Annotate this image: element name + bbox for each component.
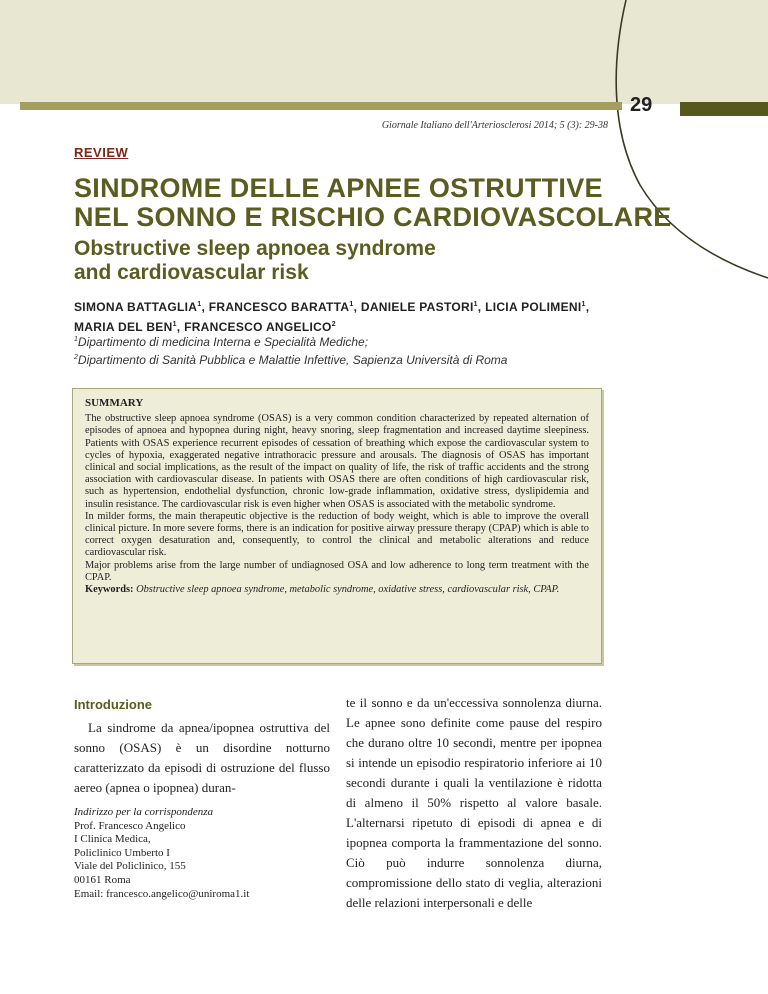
header-rule-accent (680, 102, 768, 116)
keywords-text: Obstructive sleep apnoea syndrome, metabolic syndrome, oxidative stress, cardiovascular risk, CPAP. (136, 584, 560, 596)
intro-text-right: te il sonno e da un'eccessiva sonnolenza diurna. Le apnee sono definite come pause del respiro che durano oltre 10 secondi, mentre per ipopnea si intende un episodio respiratorio inferiore ai 10 secondi durante i quali la ventilazione è ridotta di almeno il 50% rispetto al valore basale. L'alternarsi ripetuto di episodi di apnea e di ipopnea comporta la frammentazione del sonno. Ciò può indurre sonnolenza diurna, compromissione dello stato di veglia, alterazioni delle relazioni interpersonali e delle (346, 695, 602, 910)
author-affiliation: 1 (172, 321, 177, 328)
author-name: MARIA DEL BEN (74, 320, 173, 334)
correspondence (74, 806, 249, 901)
column-left (74, 697, 330, 798)
author-name: FRANCESCO BARATTA (208, 300, 350, 314)
keywords-label: Keywords: (85, 584, 134, 596)
affiliation-line (74, 332, 507, 350)
title-italian-line: SINDROME DELLE APNEE OSTRUTTIVE (74, 173, 603, 203)
title-italian (74, 174, 672, 232)
correspondence-email[interactable]: Email: francesco.angelico@uniroma1.it (74, 887, 250, 900)
header-band (0, 0, 768, 104)
page-number: 29 (630, 94, 653, 116)
intro-heading: Introduzione (74, 697, 152, 712)
section-label: REVIEW (74, 145, 129, 160)
title-english-line: and cardiovascular risk (74, 261, 309, 284)
intro-text-left: La sindrome da apnea/ipopnea ostruttiva del sonno (OSAS) è un disordine notturno caratterizzato da episodi di ostruzione del flusso aereo (apnea o ipopnea) duran- (74, 720, 330, 795)
header-rule (20, 102, 622, 110)
author-affiliation: 1 (349, 301, 354, 308)
summary-paragraph: Major problems arise from the large number of undiagnosed OSA and low adherence to long term treatment with the CPAP. (85, 559, 589, 583)
affiliation-text: Dipartimento di Sanità Pubblica e Malattie Infettive, Sapienza Università di Roma (77, 353, 508, 367)
correspondence-line: 00161 Roma (74, 873, 131, 886)
affiliation-number: 1 (74, 336, 78, 343)
correspondence-line: I Clinica Medica, (74, 833, 151, 846)
author-affiliation: 1 (581, 301, 586, 308)
summary-box (72, 388, 602, 664)
title-english (74, 237, 436, 285)
affiliation-text: Dipartimento di medicina Interna e Specialità Mediche; (77, 335, 369, 349)
affiliation-number: 2 (74, 354, 78, 361)
author-list: SIMONA BATTAGLIA$^1$, FRANCESCO BARATTA$^1$, DANIELE PASTORI$^1$, LICIA POLIMENI$^1$, MARIA DEL BEN$^1$, FRANCESCO ANGELICO$^2$ (74, 300, 590, 334)
affiliation-line (74, 350, 507, 368)
summary-paragraph: The obstructive sleep apnoea syndrome (OSAS) is a very common condition characterized by repeated alternation of episodes of apnoea and hypopnea during night, heavy snoring, sleep fragmentation and increased daytime sleepiness. Patients with OSAS experience recurrent episodes of cessation of breathing which expose the cardiovascular system to cycles of hypoxia, exaggerated negative intrathoracic pressure and arousals. The diagnosis of OSAS has important clinical and social implications, as the result of the impact on quality of life, the risk of traffic accidents and the strong association with cardiovascular disease. In patients with OSAS there are often conditions of high cardiovascular risk, such as hypertension, endothelial dysfunction, chronic low-grade inflammation, oxidative stress, dyslipidemia and insulin resistance. The cardiovascular risk is even higher when OSAS is associated with the metabolic syndrome. (85, 413, 589, 510)
correspondence-line: Policlinico Umberto I (74, 846, 170, 859)
correspondence-line: Viale del Policlinico, 155 (74, 860, 186, 873)
author-name: DANIELE PASTORI (360, 300, 474, 314)
correspondence-line: Prof. Francesco Angelico (74, 819, 186, 832)
title-italian-line: NEL SONNO E RISCHIO CARDIOVASCOLARE (74, 202, 672, 232)
title-english-line: Obstructive sleep apnoea syndrome (74, 237, 436, 260)
keywords (85, 584, 589, 596)
author-affiliation: 1 (197, 301, 202, 308)
author-affiliation: 2 (331, 321, 336, 328)
correspondence-heading: Indirizzo per la corrispondenza (74, 806, 214, 818)
summary-paragraph: In milder forms, the main therapeutic objective is the reduction of body weight, which is able to improve the overall clinical picture. In more severe forms, there is an indication for positive airway pressure therapy (CPAP) which is able to correct oxygen desaturation and, consequently, to control the clinical and metabolic alterations and reduce cardiovascular risk. (85, 510, 589, 559)
author-name: FRANCESCO ANGELICO (184, 320, 332, 334)
author-affiliation: 1 (473, 301, 478, 308)
affiliations (74, 332, 507, 368)
summary-heading: SUMMARY (85, 397, 144, 409)
author-name: SIMONA BATTAGLIA (74, 300, 198, 314)
column-right (346, 693, 602, 913)
author-name: LICIA POLIMENI (485, 300, 582, 314)
journal-citation: Giornale Italiano dell'Arteriosclerosi 2014; 5 (3): 29-38 (381, 120, 608, 131)
